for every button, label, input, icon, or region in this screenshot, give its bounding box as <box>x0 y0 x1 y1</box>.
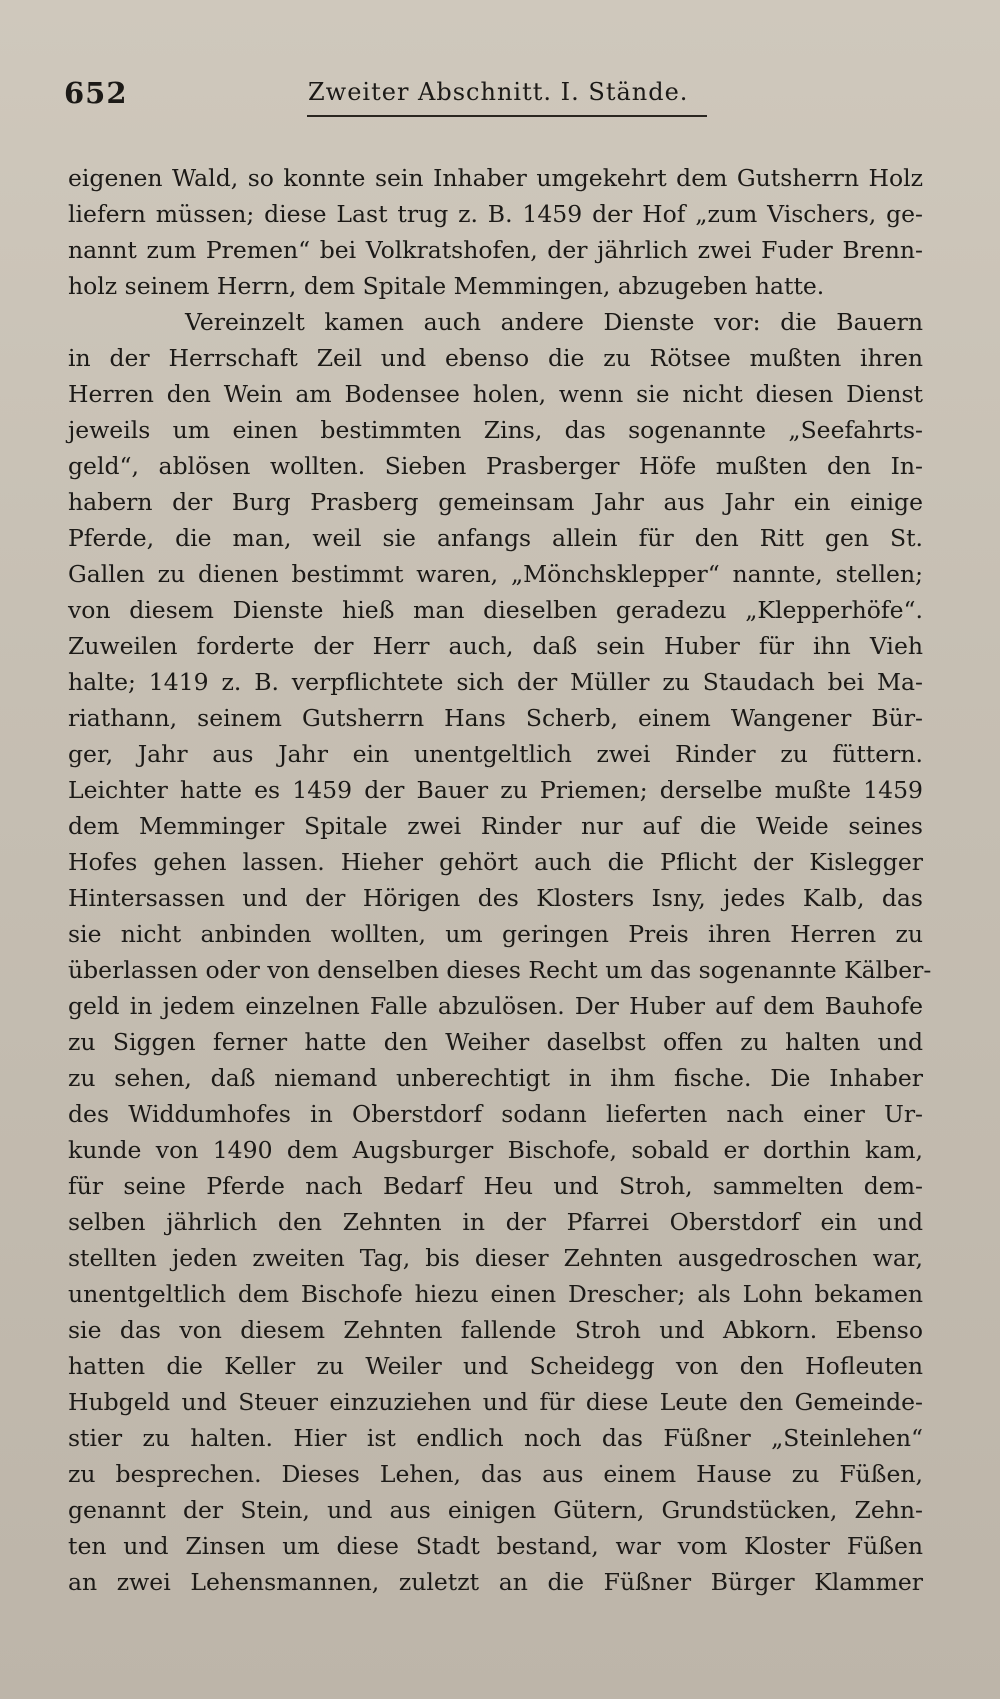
text-line: überlassen oder von denselben dieses Recht um das sogenannte Kälber- <box>68 956 932 984</box>
text-line: kunde von 1490 dem Augsburger Bischofe, sobald er dorthin kam, <box>68 1136 923 1164</box>
text-line: jeweils um einen bestimmten Zins, das sogenannte „Seefahrts- <box>68 416 923 444</box>
text-line: dem Memminger Spitale zwei Rinder nur auf die Weide seines <box>68 812 923 840</box>
text-line: halte; 1419 z. B. verpflichtete sich der Müller zu Staudach bei Ma- <box>68 668 923 696</box>
text-line: genannt der Stein, und aus einigen Gütern, Grundstücken, Zehn- <box>68 1496 923 1524</box>
text-line: hatten die Keller zu Weiler und Scheidegg von den Hofleuten <box>68 1352 923 1380</box>
text-line: zu Siggen ferner hatte den Weiher daselbst offen zu halten und <box>68 1028 923 1056</box>
text-line: an zwei Lehensmannen, zuletzt an die Füßner Bürger Klammer <box>68 1568 923 1596</box>
text-line: riathann, seinem Gutsherrn Hans Scherb, einem Wangener Bür- <box>68 704 923 732</box>
text-line: stier zu halten. Hier ist endlich noch das Füßner „Steinlehen“ <box>68 1424 923 1452</box>
text-line: Herren den Wein am Bodensee holen, wenn sie nicht diesen Dienst <box>68 380 923 408</box>
text-line: für seine Pferde nach Bedarf Heu und Stroh, sammelten dem- <box>68 1172 923 1200</box>
text-line: eigenen Wald, so konnte sein Inhaber umgekehrt dem Gutsherrn Holz <box>68 164 923 192</box>
body-text <box>68 160 932 1600</box>
text-line: unentgeltlich dem Bischofe hiezu einen Drescher; als Lohn bekamen <box>68 1280 923 1308</box>
page-number: 652 <box>64 76 128 110</box>
text-line: zu sehen, daß niemand unberechtigt in ihm fische. Die Inhaber <box>68 1064 923 1092</box>
text-line: selben jährlich den Zehnten in der Pfarrei Oberstdorf ein und <box>68 1208 923 1236</box>
text-line: Leichter hatte es 1459 der Bauer zu Priemen; derselbe mußte 1459 <box>68 776 923 804</box>
text-line: geld“, ablösen wollten. Sieben Prasberger Höfe mußten den In- <box>68 452 923 480</box>
header-rule <box>307 115 707 117</box>
text-line: Zuweilen forderte der Herr auch, daß sein Huber für ihn Vieh <box>68 632 923 660</box>
text-line: des Widdumhofes in Oberstdorf sodann lieferten nach einer Ur- <box>68 1100 923 1128</box>
text-line: in der Herrschaft Zeil und ebenso die zu Rötsee mußten ihren <box>68 344 923 372</box>
text-line: sie nicht anbinden wollten, um geringen Preis ihren Herren zu <box>68 920 923 948</box>
text-line: zu besprechen. Dieses Lehen, das aus einem Hause zu Füßen, <box>68 1460 923 1488</box>
text-line: ten und Zinsen um diese Stadt bestand, war vom Kloster Füßen <box>68 1532 923 1560</box>
text-line: Pferde, die man, weil sie anfangs allein für den Ritt gen St. <box>68 524 923 552</box>
text-line: liefern müssen; diese Last trug z. B. 1459 der Hof „zum Vischers, ge- <box>68 200 923 228</box>
running-head: Zweiter Abschnitt. I. Stände. <box>308 78 689 106</box>
text-line: ger, Jahr aus Jahr ein unentgeltlich zwei Rinder zu füttern. <box>68 740 923 768</box>
page-header <box>64 76 704 116</box>
text-line: sie das von diesem Zehnten fallende Stroh und Abkorn. Ebenso <box>68 1316 923 1344</box>
text-line: geld in jedem einzelnen Falle abzulösen. Der Huber auf dem Bauhofe <box>68 992 923 1020</box>
text-line: habern der Burg Prasberg gemeinsam Jahr aus Jahr ein einige <box>68 488 923 516</box>
text-line: holz seinem Herrn, dem Spitale Memmingen, abzugeben hatte. <box>68 272 825 300</box>
text-line: nannt zum Premen“ bei Volkratshofen, der jährlich zwei Fuder Brenn- <box>68 236 923 264</box>
text-line: Hofes gehen lassen. Hieher gehört auch die Pflicht der Kislegger <box>68 848 923 876</box>
text-line: Hubgeld und Steuer einzuziehen und für diese Leute den Gemeinde- <box>68 1388 923 1416</box>
text-line: Vereinzelt kamen auch andere Dienste vor: die Bauern <box>185 308 923 336</box>
text-line: Gallen zu dienen bestimmt waren, „Mönchsklepper“ nannte, stellen; <box>68 560 923 588</box>
text-line: Hintersassen und der Hörigen des Klosters Isny, jedes Kalb, das <box>68 884 923 912</box>
text-line: von diesem Dienste hieß man dieselben geradezu „Klepperhöfe“. <box>68 596 923 624</box>
text-line: stellten jeden zweiten Tag, bis dieser Zehnten ausgedroschen war, <box>68 1244 923 1272</box>
